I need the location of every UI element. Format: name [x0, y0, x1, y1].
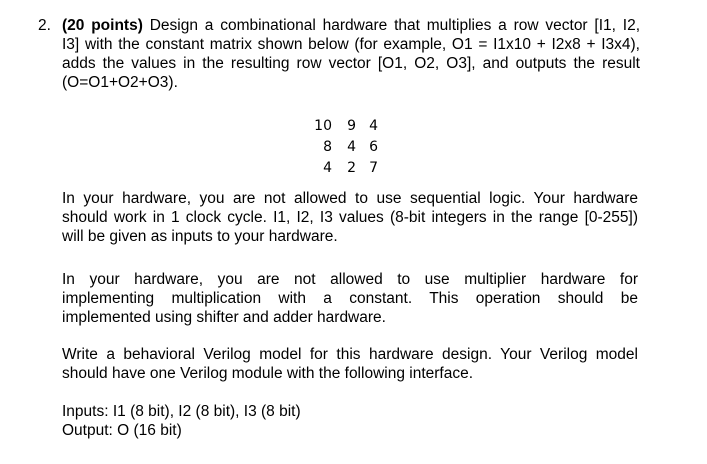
matrix-cell: 9	[347, 118, 356, 134]
matrix-cell: 7	[369, 160, 378, 176]
question-line-3: adds the values in the resulting row vector [O1, O2, O3], and outputs the result	[62, 55, 640, 72]
matrix-cell: 4	[347, 139, 356, 155]
paragraph-line: should work in 1 clock cycle. I1, I2, I3 values (8-bit integers in the range [0-255])	[62, 209, 638, 226]
matrix-cell: 4	[323, 160, 332, 176]
matrix-row	[308, 116, 378, 137]
paragraph-sequential-logic	[62, 189, 638, 246]
paragraph-line: implemented using shifter and adder hardware.	[62, 309, 386, 326]
question-line-4: (O=O1+O2+O3).	[62, 74, 178, 91]
question-line-1	[62, 16, 640, 35]
interface-output: Output: O (16 bit)	[62, 422, 182, 439]
paragraph-line: should have one Verilog module with the following interface.	[62, 365, 474, 382]
matrix-row	[308, 137, 378, 158]
constant-matrix	[308, 116, 378, 179]
question-line-1-text: Design a combinational hardware that multiplies a row vector [I1, I2,	[149, 17, 640, 34]
interface-inputs: Inputs: I1 (8 bit), I2 (8 bit), I3 (8 bit)	[62, 403, 301, 420]
question-statement	[62, 16, 640, 92]
matrix-cell: 4	[369, 118, 378, 134]
paragraph-line: will be given as inputs to your hardware.	[62, 228, 338, 245]
points-label: (20 points)	[62, 17, 143, 34]
question-number: 2.	[38, 17, 51, 34]
matrix-cell: 6	[369, 139, 378, 155]
module-interface	[62, 402, 301, 440]
matrix-cell: 2	[347, 160, 356, 176]
paragraph-line: Write a behavioral Verilog model for this hardware design. Your Verilog model	[62, 346, 638, 363]
matrix-cell: 10	[314, 118, 332, 134]
paragraph-line: implementing multiplication with a constant. This operation should be	[62, 290, 638, 307]
paragraph-line: In your hardware, you are not allowed to use multiplier hardware for	[62, 271, 638, 288]
matrix-row	[308, 158, 378, 179]
paragraph-line: In your hardware, you are not allowed to use sequential logic. Your hardware	[62, 190, 638, 207]
paragraph-multiplier	[62, 270, 638, 327]
question-line-2: I3] with the constant matrix shown below (for example, O1 = I1x10 + I2x8 + I3x4),	[62, 36, 640, 53]
paragraph-verilog	[62, 345, 638, 383]
matrix-cell: 8	[323, 139, 332, 155]
